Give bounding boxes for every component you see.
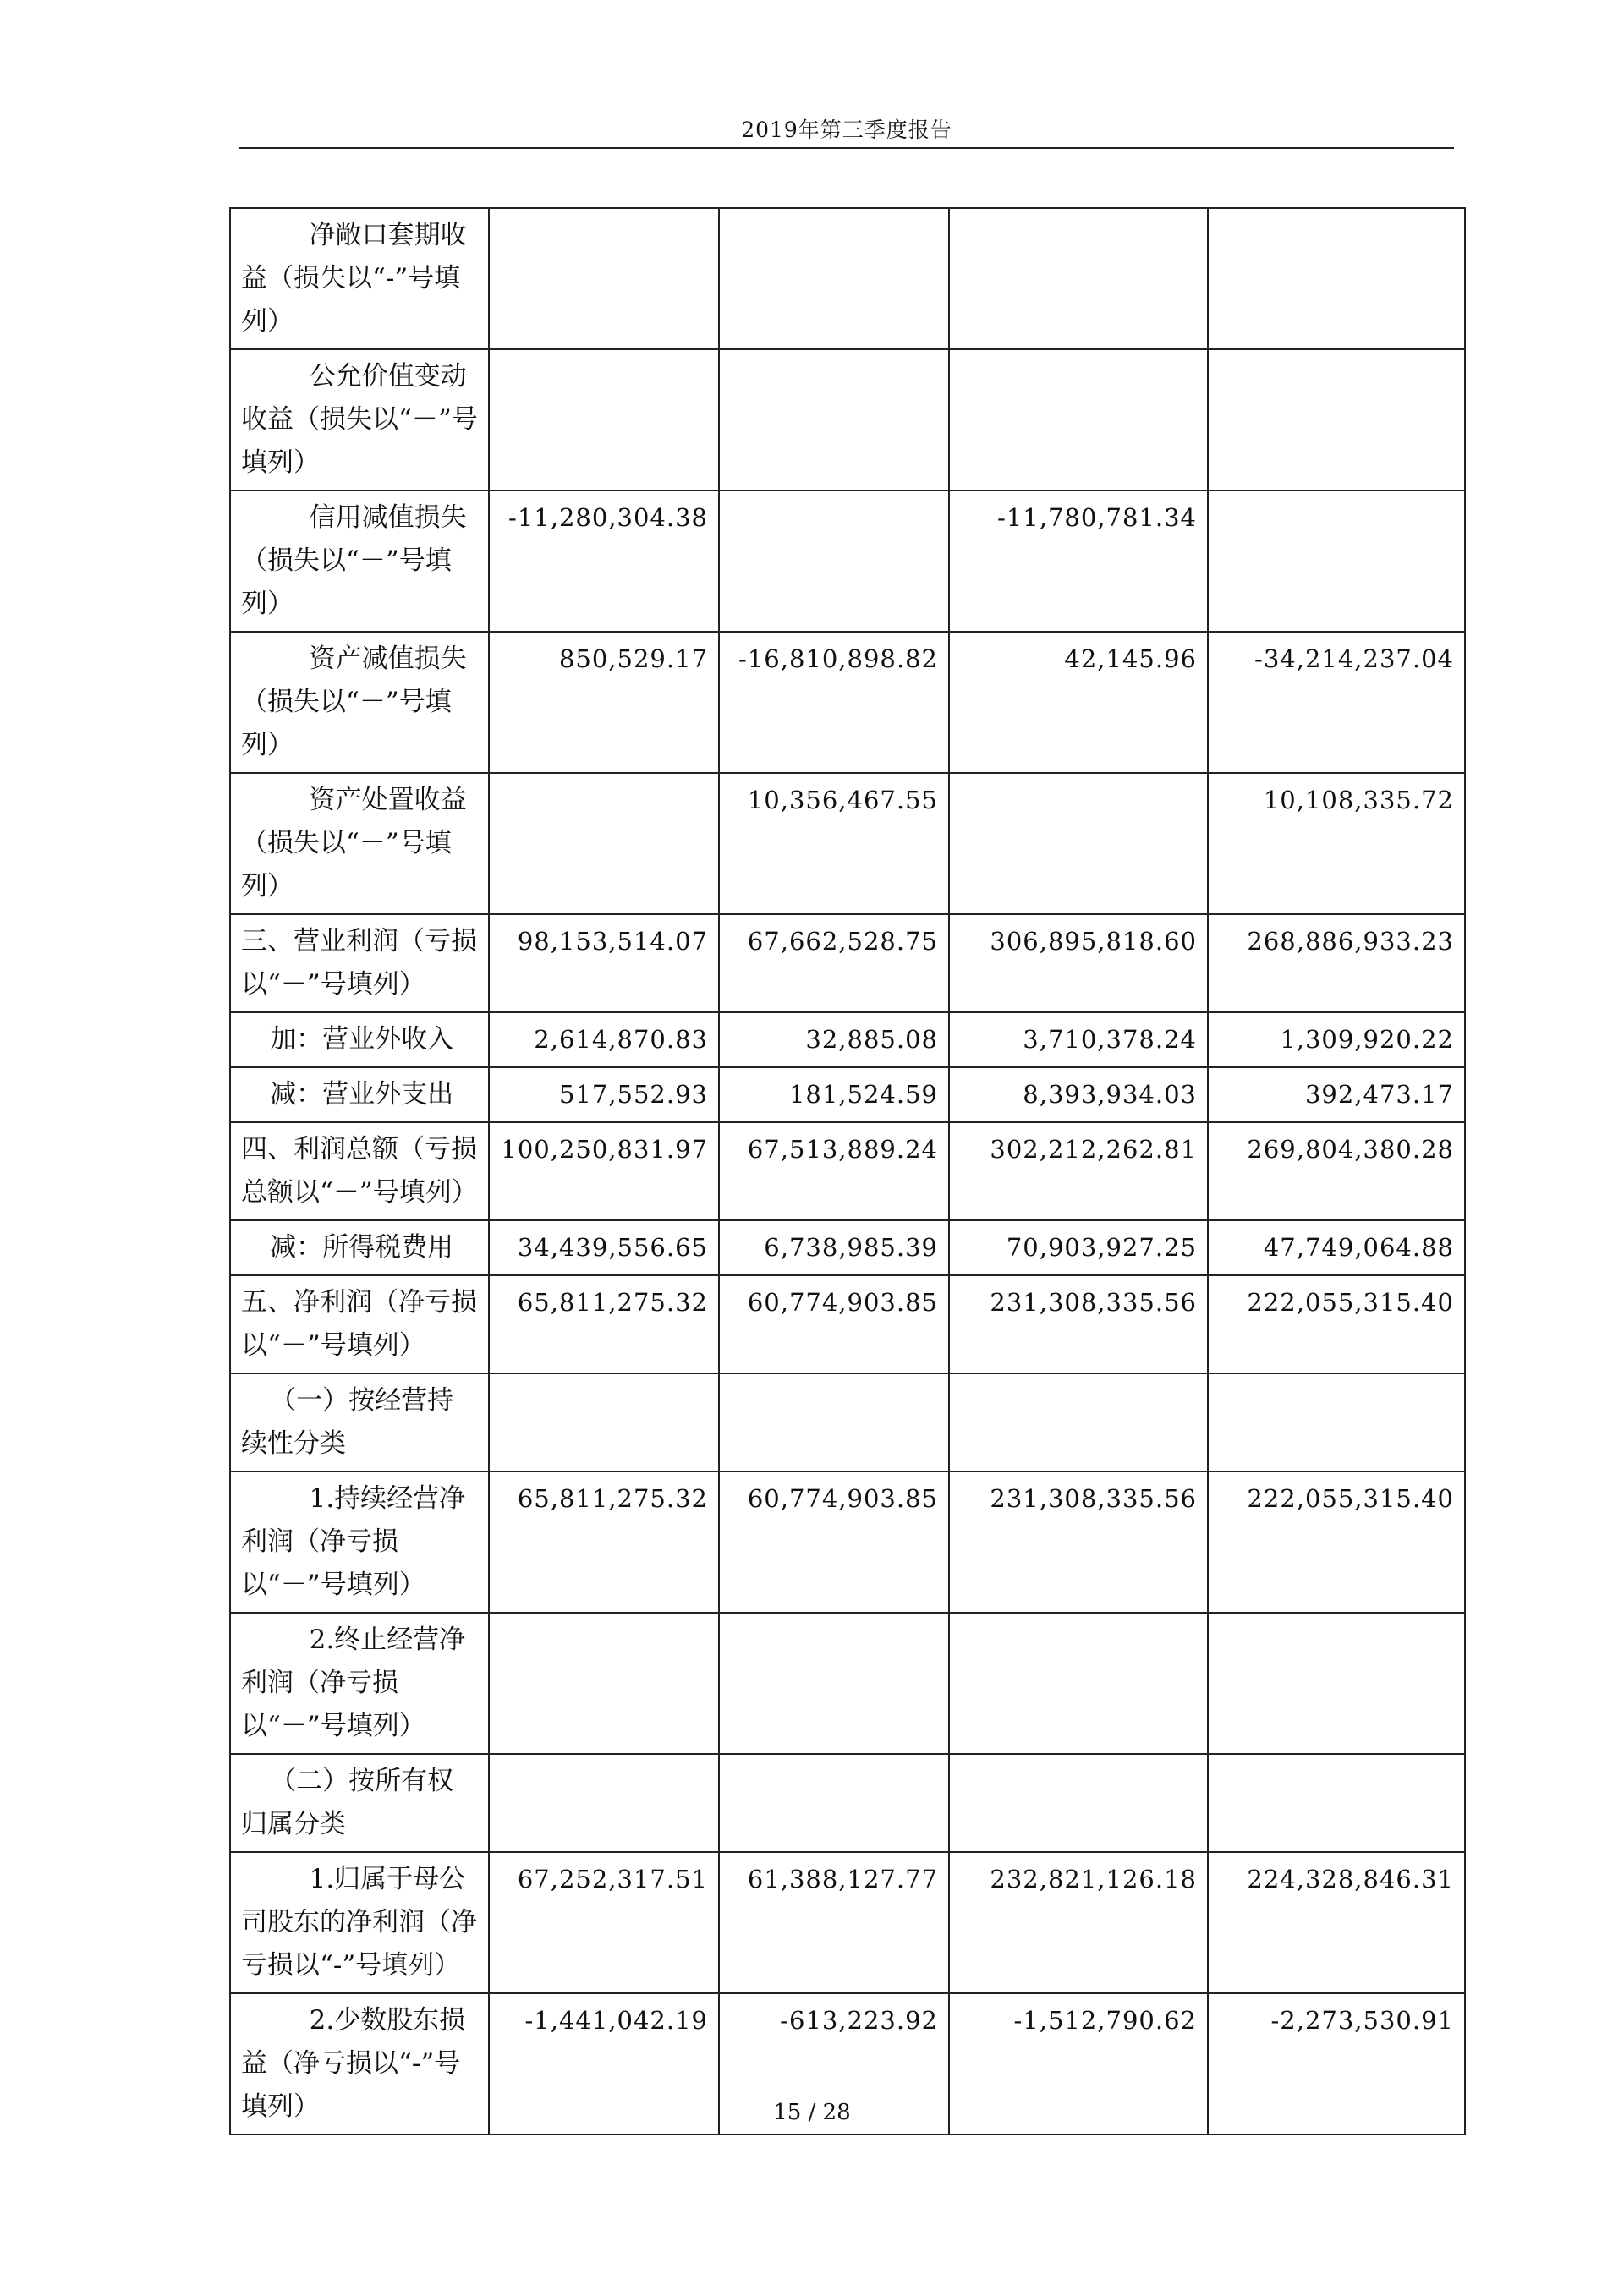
value-cell: 67,662,528.75 <box>719 914 949 1012</box>
row-label-cell <box>230 1613 489 1754</box>
value-cell: 268,886,933.23 <box>1208 914 1465 1012</box>
row-label-cell <box>230 208 489 349</box>
value-cell: -16,810,898.82 <box>719 632 949 773</box>
table-row <box>230 1122 1465 1220</box>
row-label-cell <box>230 1275 489 1373</box>
table-row <box>230 208 1465 349</box>
value-cell <box>1208 1754 1465 1852</box>
value-cell: 60,774,903.85 <box>719 1275 949 1373</box>
value-cell <box>1208 208 1465 349</box>
value-cell: 8,393,934.03 <box>949 1067 1208 1122</box>
row-label-cell <box>230 1373 489 1471</box>
row-label: 2.少数股东损益（净亏损以“-”号填列） <box>241 2005 466 2122</box>
value-cell: 42,145.96 <box>949 632 1208 773</box>
row-label: 四、利润总额（亏损总额以“－”号填列） <box>241 1134 478 1208</box>
value-cell: -613,223.92 <box>719 1993 949 2134</box>
row-label: 资产处置收益（损失以“－”号填列） <box>241 785 467 901</box>
value-cell: 60,774,903.85 <box>719 1471 949 1613</box>
row-label: 减：营业外支出 <box>270 1079 454 1110</box>
value-cell: -1,512,790.62 <box>949 1993 1208 2134</box>
value-cell <box>719 1613 949 1754</box>
value-cell: -2,273,530.91 <box>1208 1993 1465 2134</box>
row-label: 公允价值变动收益（损失以“－”号填列） <box>241 361 478 478</box>
value-cell <box>949 349 1208 490</box>
table-row <box>230 1012 1465 1067</box>
value-cell: 67,513,889.24 <box>719 1122 949 1220</box>
table-row <box>230 1373 1465 1471</box>
row-label: 1.归属于母公司股东的净利润（净亏损以“-”号填列） <box>241 1864 477 1981</box>
value-cell: 2,614,870.83 <box>489 1012 719 1067</box>
row-label: 三、营业利润（亏损以“－”号填列） <box>241 926 477 1000</box>
row-label: 减：所得税费用 <box>270 1232 454 1263</box>
value-cell: 100,250,831.97 <box>489 1122 719 1220</box>
value-cell: 392,473.17 <box>1208 1067 1465 1122</box>
table-row <box>230 349 1465 490</box>
page-number: 15 / 28 <box>773 2100 851 2125</box>
value-cell <box>1208 349 1465 490</box>
value-cell <box>1208 490 1465 632</box>
table-row <box>230 1852 1465 1993</box>
value-cell <box>489 1373 719 1471</box>
value-cell: 1,309,920.22 <box>1208 1012 1465 1067</box>
table-row <box>230 632 1465 773</box>
value-cell: 231,308,335.56 <box>949 1471 1208 1613</box>
value-cell: 3,710,378.24 <box>949 1012 1208 1067</box>
row-label-cell <box>230 1852 489 1993</box>
table-row <box>230 1471 1465 1613</box>
value-cell: 222,055,315.40 <box>1208 1275 1465 1373</box>
value-cell: 61,388,127.77 <box>719 1852 949 1993</box>
row-label-cell <box>230 490 489 632</box>
value-cell <box>949 773 1208 914</box>
value-cell: 224,328,846.31 <box>1208 1852 1465 1993</box>
row-label-cell <box>230 1122 489 1220</box>
value-cell <box>949 1754 1208 1852</box>
row-label: 1.持续经营净利润（净亏损以“－”号填列） <box>241 1483 466 1600</box>
row-label: 信用减值损失（损失以“－”号填列） <box>241 502 467 619</box>
table-body <box>230 208 1465 2134</box>
table-row <box>230 490 1465 632</box>
page-header <box>239 113 1454 149</box>
value-cell <box>719 490 949 632</box>
table-row <box>230 1613 1465 1754</box>
value-cell: -34,214,237.04 <box>1208 632 1465 773</box>
value-cell <box>489 773 719 914</box>
value-cell: -11,780,781.34 <box>949 490 1208 632</box>
row-label-cell <box>230 1754 489 1852</box>
value-cell: 47,749,064.88 <box>1208 1220 1465 1275</box>
value-cell <box>489 1613 719 1754</box>
value-cell <box>949 1373 1208 1471</box>
value-cell <box>719 1373 949 1471</box>
value-cell: 65,811,275.32 <box>489 1471 719 1613</box>
row-label: （一）按经营持续性分类 <box>241 1385 454 1459</box>
value-cell: 65,811,275.32 <box>489 1275 719 1373</box>
value-cell: 181,524.59 <box>719 1067 949 1122</box>
table-row <box>230 1754 1465 1852</box>
row-label-cell <box>230 914 489 1012</box>
value-cell <box>949 1613 1208 1754</box>
value-cell: -1,441,042.19 <box>489 1993 719 2134</box>
row-label-cell <box>230 1471 489 1613</box>
value-cell: 98,153,514.07 <box>489 914 719 1012</box>
value-cell: 232,821,126.18 <box>949 1852 1208 1993</box>
value-cell: 269,804,380.28 <box>1208 1122 1465 1220</box>
table-row <box>230 1275 1465 1373</box>
value-cell <box>949 208 1208 349</box>
value-cell: 302,212,262.81 <box>949 1122 1208 1220</box>
row-label: 五、净利润（净亏损以“－”号填列） <box>241 1287 477 1361</box>
value-cell <box>719 349 949 490</box>
table-row <box>230 1067 1465 1122</box>
value-cell <box>489 349 719 490</box>
row-label: （二）按所有权归属分类 <box>241 1766 454 1839</box>
row-label-cell <box>230 1220 489 1275</box>
value-cell: 70,903,927.25 <box>949 1220 1208 1275</box>
value-cell: 222,055,315.40 <box>1208 1471 1465 1613</box>
value-cell: -11,280,304.38 <box>489 490 719 632</box>
table-row <box>230 914 1465 1012</box>
row-label-cell <box>230 773 489 914</box>
table-row <box>230 773 1465 914</box>
row-label: 资产减值损失（损失以“－”号填列） <box>241 644 467 760</box>
value-cell <box>719 1754 949 1852</box>
value-cell: 67,252,317.51 <box>489 1852 719 1993</box>
value-cell: 32,885.08 <box>719 1012 949 1067</box>
value-cell: 517,552.93 <box>489 1067 719 1122</box>
value-cell: 10,356,467.55 <box>719 773 949 914</box>
value-cell: 850,529.17 <box>489 632 719 773</box>
income-statement-table <box>229 207 1466 2135</box>
row-label: 2.终止经营净利润（净亏损以“－”号填列） <box>241 1625 466 1741</box>
row-label-cell <box>230 1012 489 1067</box>
value-cell <box>489 1754 719 1852</box>
value-cell: 231,308,335.56 <box>949 1275 1208 1373</box>
value-cell <box>489 208 719 349</box>
row-label: 加：营业外收入 <box>270 1024 454 1055</box>
row-label-cell <box>230 1067 489 1122</box>
value-cell <box>1208 1373 1465 1471</box>
report-title: 2019年第三季度报告 <box>741 118 952 142</box>
row-label: 净敞口套期收益（损失以“-”号填列） <box>241 220 467 337</box>
value-cell: 6,738,985.39 <box>719 1220 949 1275</box>
row-label-cell <box>230 349 489 490</box>
row-label-cell <box>230 632 489 773</box>
value-cell: 10,108,335.72 <box>1208 773 1465 914</box>
value-cell <box>719 208 949 349</box>
value-cell: 306,895,818.60 <box>949 914 1208 1012</box>
table-row <box>230 1220 1465 1275</box>
value-cell: 34,439,556.65 <box>489 1220 719 1275</box>
value-cell <box>1208 1613 1465 1754</box>
